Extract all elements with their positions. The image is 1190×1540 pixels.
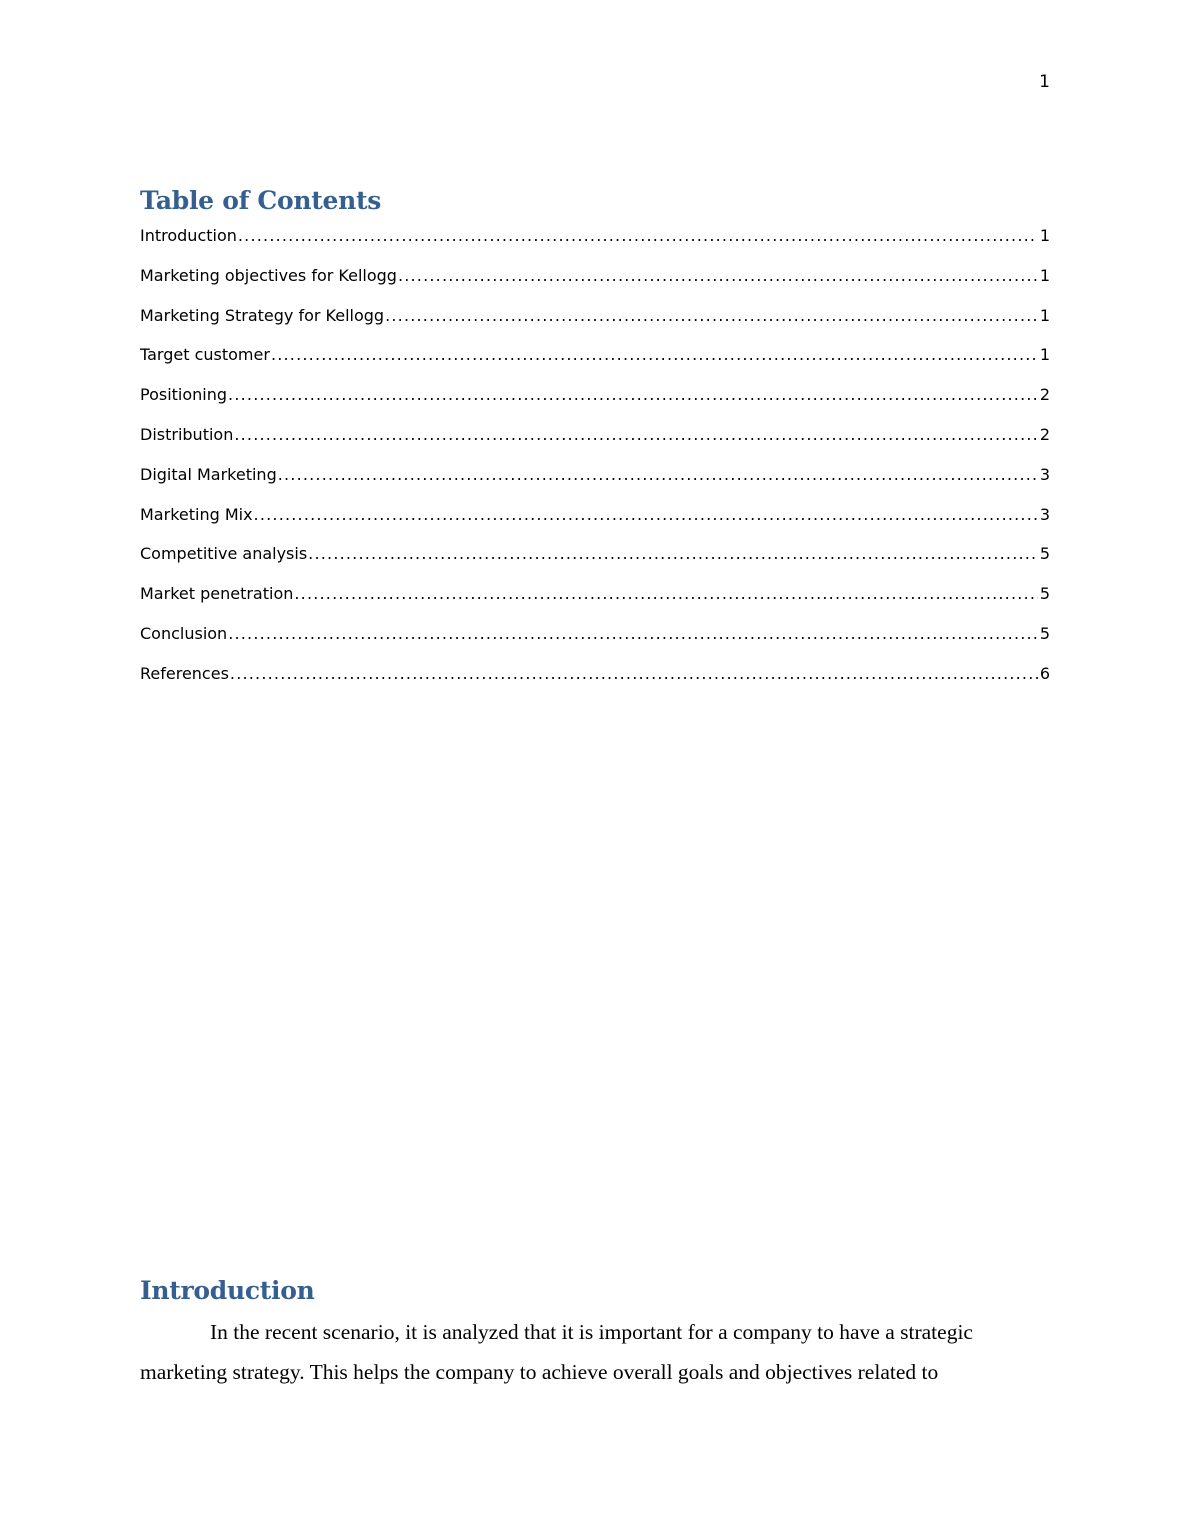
toc-entry-label: Digital Marketing [140,464,277,484]
toc-entry-label: Positioning [140,385,228,405]
toc-entry-references[interactable] [140,664,1050,704]
toc-entry-label: Distribution [140,424,234,444]
toc-dot-leader [385,306,1038,325]
toc-dot-leader [278,465,1038,484]
toc-entry-conclusion[interactable] [140,624,1050,664]
toc-entry-positioning[interactable] [140,385,1050,425]
toc-entry-label: Conclusion [140,623,228,643]
toc-dot-leader [238,226,1038,245]
toc-entry-page: 5 [1039,544,1050,564]
toc-entry-introduction[interactable] [140,226,1050,266]
toc-entry-page: 2 [1039,385,1050,405]
toc-entry-label: Introduction [140,226,237,245]
toc-entry-digital-marketing[interactable] [140,465,1050,505]
toc-dot-leader [230,664,1038,683]
toc-entry-page: 3 [1039,504,1050,524]
toc-dot-leader [271,345,1038,364]
toc-dot-leader [234,425,1037,444]
page-number: 1 [1039,72,1050,92]
toc-dot-leader [308,544,1038,563]
toc-entry-distribution[interactable] [140,425,1050,465]
toc-entry-page: 6 [1039,663,1050,683]
introduction-heading: Introduction [140,1276,315,1305]
toc-entry-page: 2 [1039,424,1050,444]
table-of-contents [140,226,1050,704]
toc-entry-target-customer[interactable] [140,345,1050,385]
toc-dot-leader [254,505,1038,524]
toc-entry-label: Marketing Strategy for Kellogg [140,305,385,325]
toc-entry-page: 5 [1039,623,1050,643]
toc-entry-label: Competitive analysis [140,544,308,564]
toc-entry-page: 3 [1039,464,1050,484]
toc-entry-page: 1 [1039,345,1050,365]
toc-entry-label: References [140,663,229,683]
toc-entry-label: Marketing Mix [140,504,253,524]
introduction-paragraph: In the recent scenario, it is analyzed that it is important for a company to have a strategic marketing strategy. This helps the company to achieve overall goals and objectives related to [140,1320,973,1384]
toc-entry-label: Target customer [140,345,270,365]
toc-title: Table of Contents [140,186,382,215]
toc-dot-leader [228,624,1038,643]
toc-entry-label: Marketing objectives for Kellogg [140,265,397,285]
toc-entry-page: 1 [1039,226,1050,245]
toc-entry-marketing-objectives[interactable] [140,266,1050,306]
toc-entry-page: 1 [1039,305,1050,325]
toc-entry-marketing-strategy[interactable] [140,306,1050,346]
toc-entry-page: 1 [1039,265,1050,285]
toc-entry-page: 5 [1039,584,1050,604]
toc-entry-market-penetration[interactable] [140,584,1050,624]
toc-entry-competitive-analysis[interactable] [140,544,1050,584]
toc-dot-leader [398,266,1038,285]
toc-entry-marketing-mix[interactable] [140,505,1050,545]
toc-entry-label: Market penetration [140,584,294,604]
toc-dot-leader [228,385,1038,404]
toc-dot-leader [294,584,1037,603]
